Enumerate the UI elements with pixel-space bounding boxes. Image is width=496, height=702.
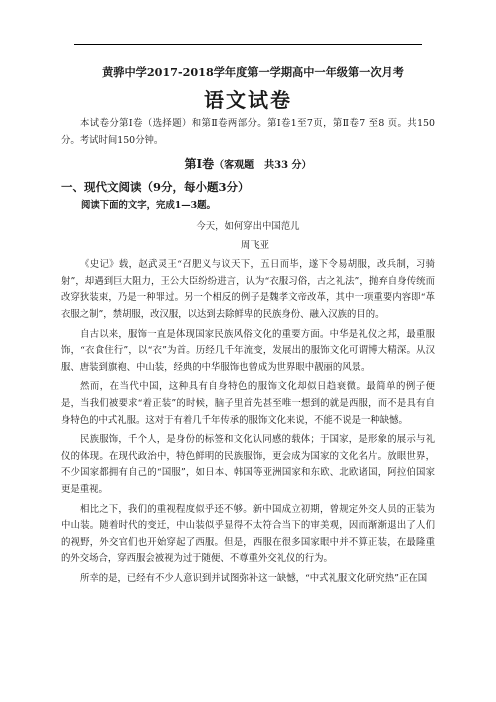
- section-title: 第Ⅰ卷: [184, 157, 215, 172]
- section-heading: [61, 155, 435, 175]
- article-paragraph: 《史记》载，赵武灵王“召肥义与议天下，五日而毕，遂下令易胡服，改兵制，习骑射”，却遇到巨大阻力，王公大臣纷纷进言，认为“衣服习俗，古之礼法”，抛弃自身传统而改穿狄装束，乃是一种罪过。另一个相反的例子是魏孝文帝改革，其中一项重要内容即“革衣服之制”，禁胡服，改汉服，以达到去除鲜卑的民族身份、融入汉族的目的。: [61, 259, 435, 320]
- article-paragraph: 相比之下，我们的重视程度似乎还不够。新中国成立初期，曾规定外交人员的正装为中山装。随着时代的变迁，中山装似乎显得不太符合当下的审美观，因而渐渐退出了人们的视野，外交官们也开始穿起了西服。但是，西服在很多国家眼中并不算正装，在最隆重的外交场合，穿西服会被视为过于随便、不尊重外交礼仪的行为。: [61, 503, 435, 565]
- article-author: 周飞亚: [240, 240, 270, 252]
- section-subtitle: （客观题 共33 分）: [214, 160, 312, 172]
- subject-title: 语文试卷: [204, 88, 292, 112]
- article-paragraph: 所幸的是，已经有不少人意识到并试图弥补这一缺憾，“中式礼服文化研究热”正在国: [80, 572, 428, 584]
- top-rule: [74, 44, 422, 45]
- document-body: [61, 64, 435, 587]
- exam-intro: 本试卷分第Ⅰ卷（选择题）和第Ⅱ卷两部分。第Ⅰ卷1至7页，第Ⅱ卷7 至8 页。共150分。考试时间150分钟。: [61, 118, 435, 146]
- article-paragraph: 自古以来，服饰一直是体现国家民族风俗文化的重要方面。中华是礼仪之邦，最重服饰，“衣食住行”，以“衣”为首。历经几千年流变，发展出的服饰文化可谓博大精深。从汉服、唐装到旗袍、中山装，经典的中华服饰也曾成为世界眼中靓丽的风景。: [61, 328, 435, 373]
- article-title: 今天，如何穿出中国范儿: [196, 221, 300, 233]
- article-paragraph: 民族服饰，千个人，是身份的标签和文化认同感的载体；于国家，是形象的展示与礼仪的体现。在现代政治中，特色鲜明的民族服饰，更会成为国家的文化名片。放眼世界，不少国家都拥有自己的“国服”，如日本、韩国等亚洲国家和东欧、北欧诸国，阿拉伯国家更是重视。: [61, 434, 435, 495]
- question-instruction: 阅读下面的文字，完成1—3题。: [81, 200, 216, 212]
- school-title: 黄骅中学2017-2018学年度第一学期高中一年级第一次月考: [102, 65, 404, 79]
- question-heading: 一、现代文阅读（9分，每小题3分）: [61, 180, 250, 195]
- article-paragraph: 然而，在当代中国，这种具有自身特色的服饰文化却似日趋衰微。最简单的例子便是，当我们被要求“着正装”的时候，脑子里首先甚至唯一想到的就是西服，而不是具有自身特色的中式礼服。这对于有着几千年传承的服饰文化来说，不能不说是一种缺憾。: [61, 381, 435, 426]
